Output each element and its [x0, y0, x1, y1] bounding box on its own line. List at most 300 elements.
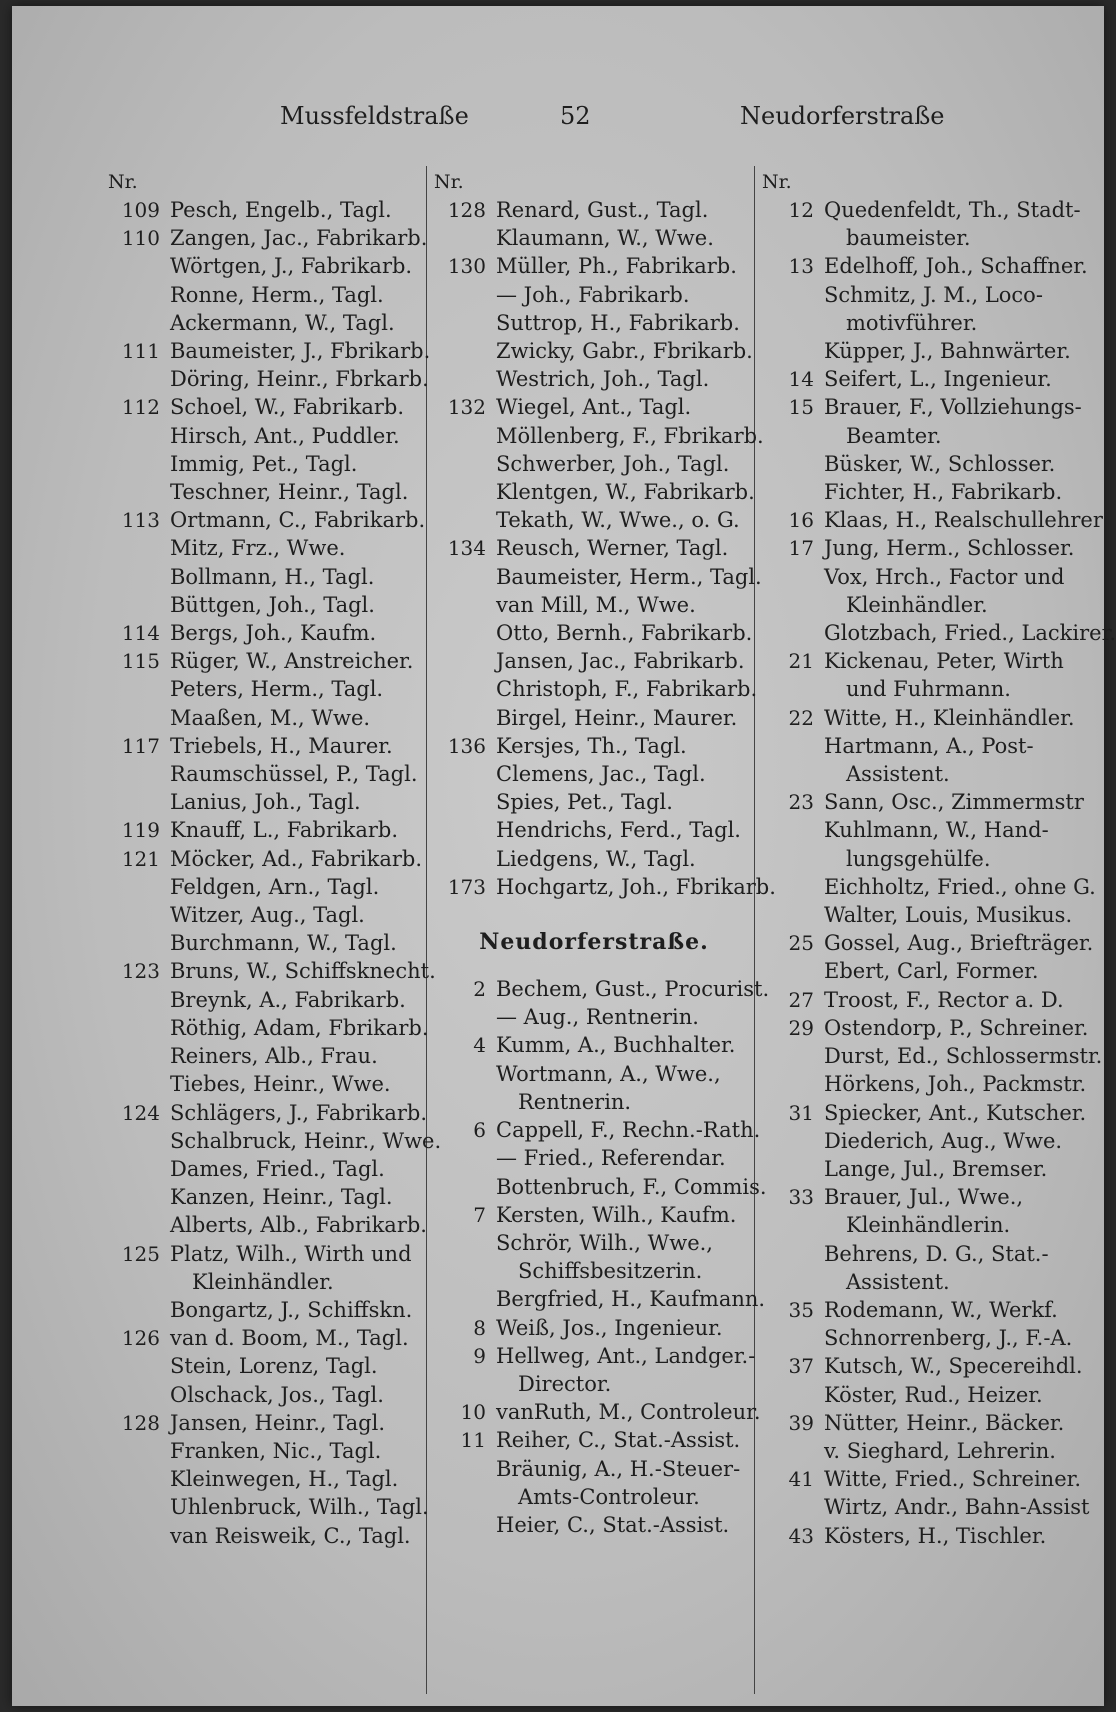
house-number: 31 — [788, 1100, 814, 1125]
directory-entry — [434, 196, 754, 224]
directory-entry — [762, 365, 1092, 393]
header-right-street: Neudorferstraße — [740, 102, 945, 130]
directory-entry — [108, 845, 438, 873]
directory-entry — [434, 1426, 754, 1454]
directory-entry — [762, 1268, 1092, 1296]
directory-entry — [762, 422, 1092, 450]
directory-entry — [434, 816, 754, 844]
house-number: 23 — [788, 790, 814, 815]
directory-page — [12, 6, 1116, 1706]
resident-text: Ostendorp, P., Schreiner. — [824, 1015, 1089, 1040]
house-number: 126 — [121, 1326, 160, 1351]
directory-entry — [434, 873, 776, 901]
directory-entry — [108, 901, 438, 929]
resident-text: Behrens, D. G., Stat.- — [824, 1241, 1049, 1266]
resident-text: Alberts, Alb., Fabrikarb. — [170, 1213, 427, 1238]
directory-entry — [434, 1342, 754, 1370]
resident-text: Möllenberg, F., Fbrikarb. — [496, 423, 764, 448]
house-number: 113 — [121, 508, 160, 533]
nr-heading: Nr. — [434, 171, 464, 193]
resident-text: Kleinhändlerin. — [846, 1213, 1011, 1238]
resident-text: Reusch, Werner, Tagl. — [496, 536, 729, 561]
resident-text: Röthig, Adam, Fbrikarb. — [170, 1015, 429, 1040]
resident-text: Burchmann, W., Tagl. — [170, 931, 397, 956]
resident-text: Döring, Heinr., Fbrkarb. — [170, 367, 429, 392]
directory-entry — [434, 788, 754, 816]
resident-text: Quedenfeldt, Th., Stadt- — [824, 198, 1081, 222]
resident-text: Schiffsbesitzerin. — [518, 1259, 703, 1284]
house-number: 25 — [788, 931, 814, 956]
house-number: 21 — [788, 649, 814, 674]
directory-entry — [434, 337, 754, 365]
directory-entry — [108, 986, 438, 1014]
resident-text: Kleinhändler. — [846, 592, 988, 617]
house-number: 16 — [788, 508, 814, 533]
directory-entry — [108, 1381, 438, 1409]
directory-entry — [434, 422, 764, 450]
directory-entry — [762, 534, 1092, 562]
directory-entry — [434, 1088, 754, 1116]
directory-entry — [108, 1042, 438, 1070]
house-number: 173 — [447, 874, 486, 899]
house-number: 10 — [460, 1400, 486, 1425]
resident-text: — Joh., Fabrikarb. — [496, 282, 690, 307]
directory-entry — [434, 1060, 754, 1088]
house-number: 115 — [121, 649, 160, 674]
directory-entry — [108, 1014, 438, 1042]
house-number: 109 — [121, 198, 160, 222]
house-number: 12 — [788, 198, 814, 222]
directory-entry — [108, 506, 438, 534]
resident-text: Schwerber, Joh., Tagl. — [496, 451, 730, 476]
house-number: 14 — [788, 367, 814, 392]
house-number: 11 — [460, 1428, 486, 1453]
resident-text: — Aug., Rentnerin. — [496, 1005, 699, 1030]
directory-entry — [762, 1099, 1092, 1127]
directory-entry — [434, 478, 754, 506]
resident-text: Zwicky, Gabr., Fbrikarb. — [496, 339, 753, 364]
resident-text: Kutsch, W., Specereihdl. — [824, 1354, 1083, 1379]
directory-entry — [434, 1398, 761, 1426]
resident-text: Hartmann, A., Post- — [824, 733, 1034, 758]
house-number: 134 — [447, 536, 486, 561]
resident-text: Platz, Wilh., Wirth und — [170, 1241, 412, 1266]
resident-text: Ackermann, W., Tagl. — [170, 310, 395, 335]
house-number: 128 — [121, 1410, 160, 1435]
directory-entry — [762, 252, 1092, 280]
resident-text: Olschack, Jos., Tagl. — [170, 1382, 384, 1407]
directory-entry — [108, 224, 438, 252]
directory-entry — [762, 591, 1092, 619]
resident-text: Wörtgen, J., Fabrikarb. — [170, 254, 413, 279]
directory-entry — [762, 788, 1092, 816]
directory-entry — [762, 281, 1092, 309]
resident-text: Hochgartz, Joh., Fbrikarb. — [496, 874, 776, 899]
resident-text: Fichter, H., Fabrikarb. — [824, 480, 1063, 505]
directory-entry — [762, 450, 1092, 478]
directory-entry — [762, 1183, 1092, 1211]
resident-text: Bechem, Gust., Procurist. — [496, 977, 770, 1002]
resident-text: Triebels, H., Maurer. — [170, 733, 393, 758]
directory-entry — [108, 281, 438, 309]
directory-entry — [762, 873, 1096, 901]
directory-entry — [434, 647, 754, 675]
directory-entry — [108, 337, 438, 365]
directory-entry — [108, 1352, 438, 1380]
directory-entry — [108, 1522, 438, 1550]
directory-entry — [762, 1409, 1092, 1437]
resident-text: — Fried., Referendar. — [496, 1146, 726, 1171]
resident-text: Klaas, H., Realschullehrer — [824, 508, 1103, 533]
directory-entry — [762, 1437, 1092, 1465]
resident-text: Breynk, A., Fabrikarb. — [170, 987, 406, 1012]
resident-text: Glotzbach, Fried., Lackirer. — [824, 621, 1116, 646]
house-number: 15 — [788, 395, 814, 420]
directory-entry — [108, 929, 438, 957]
directory-entry — [108, 1240, 438, 1268]
house-number: 121 — [121, 846, 160, 871]
resident-text: Schmitz, J. M., Loco- — [824, 282, 1043, 307]
directory-entry — [762, 732, 1092, 760]
directory-entry — [434, 393, 754, 421]
resident-text: Bongartz, J., Schiffskn. — [170, 1297, 413, 1322]
resident-text: Jung, Herm., Schlosser. — [824, 536, 1075, 561]
house-number: 2 — [473, 977, 486, 1002]
resident-text: Clemens, Jac., Tagl. — [496, 762, 706, 787]
resident-text: van Reisweik, C., Tagl. — [170, 1523, 411, 1548]
page-number: 52 — [560, 102, 591, 130]
resident-text: Bergfried, H., Kaufmann. — [496, 1287, 766, 1312]
resident-text: Spiecker, Ant., Kutscher. — [824, 1100, 1087, 1125]
resident-text: Ebert, Carl, Former. — [824, 959, 1039, 984]
directory-entry — [434, 675, 758, 703]
directory-entry — [762, 929, 1092, 957]
resident-text: Müller, Ph., Fabrikarb. — [496, 254, 737, 279]
directory-entry — [434, 506, 754, 534]
nr-heading: Nr. — [108, 171, 138, 193]
directory-entry — [108, 450, 438, 478]
resident-text: Eichholtz, Fried., ohne G. — [824, 874, 1096, 899]
resident-text: Weiß, Jos., Ingenieur. — [496, 1315, 723, 1340]
house-number: 4 — [473, 1033, 486, 1058]
directory-entry — [762, 901, 1092, 929]
directory-entry — [434, 1511, 754, 1539]
directory-entry — [434, 591, 754, 619]
resident-text: Bräunig, A., H.-Steuer- — [496, 1456, 741, 1481]
resident-text: van d. Boom, M., Tagl. — [170, 1326, 409, 1351]
resident-text: Schrör, Wilh., Wwe., — [496, 1230, 713, 1255]
resident-text: Hellweg, Ant., Landger.- — [496, 1343, 756, 1368]
resident-text: lungsgehülfe. — [846, 846, 991, 871]
resident-text: Troost, F., Rector a. D. — [824, 987, 1064, 1012]
directory-entry — [434, 1229, 754, 1257]
resident-text: Diederich, Aug., Wwe. — [824, 1128, 1063, 1153]
resident-text: Gossel, Aug., Briefträger. — [824, 931, 1094, 956]
directory-entry — [762, 1493, 1092, 1521]
resident-text: Witte, H., Kleinhändler. — [824, 705, 1075, 730]
resident-text: Birgel, Heinr., Maurer. — [496, 705, 738, 730]
house-number: 111 — [121, 339, 160, 364]
directory-entry — [108, 591, 438, 619]
directory-entry — [108, 1409, 438, 1437]
page-header — [12, 102, 1104, 142]
nr-heading: Nr. — [762, 171, 792, 193]
resident-text: Heier, C., Stat.-Assist. — [496, 1512, 730, 1537]
resident-text: Baumeister, J., Fbrikarb. — [170, 339, 431, 364]
directory-entry — [434, 619, 754, 647]
column-divider — [754, 166, 755, 1694]
house-number: 114 — [121, 621, 160, 646]
resident-text: Beamter. — [846, 423, 942, 448]
house-number: 112 — [121, 395, 160, 420]
resident-text: v. Sieghard, Lehrerin. — [824, 1438, 1056, 1463]
directory-entry — [434, 450, 754, 478]
resident-text: Reiners, Alb., Frau. — [170, 1044, 378, 1069]
directory-entry — [434, 845, 754, 873]
section-title: Neudorferstraße. — [479, 929, 709, 956]
resident-text: Uhlenbruck, Wilh., Tagl. — [170, 1495, 429, 1520]
directory-entry — [434, 760, 754, 788]
resident-text: Director. — [518, 1371, 612, 1396]
directory-entry — [762, 224, 1092, 252]
resident-text: Maaßen, M., Wwe. — [170, 705, 371, 730]
directory-entry — [762, 1324, 1092, 1352]
resident-text: Mitz, Frz., Wwe. — [170, 536, 346, 561]
resident-text: Knauff, L., Fabrikarb. — [170, 818, 399, 843]
directory-entry — [108, 619, 438, 647]
resident-text: Hörkens, Joh., Packmstr. — [824, 1072, 1087, 1097]
resident-text: Teschner, Heinr., Tagl. — [170, 480, 409, 505]
column-1 — [108, 168, 442, 1550]
resident-text: Liedgens, W., Tagl. — [496, 846, 696, 871]
house-number: 132 — [447, 395, 486, 420]
directory-entry — [762, 309, 1092, 337]
column-2 — [434, 168, 776, 1539]
resident-text: Klaumann, W., Wwe. — [496, 226, 714, 251]
directory-entry — [762, 1070, 1092, 1098]
resident-text: Pesch, Engelb., Tagl. — [170, 198, 392, 222]
house-number: 17 — [788, 536, 814, 561]
resident-text: Kersten, Wilh., Kaufm. — [496, 1202, 737, 1227]
directory-entry — [108, 1183, 438, 1211]
house-number: 6 — [473, 1118, 486, 1143]
resident-text: Zangen, Jac., Fabrikarb. — [170, 226, 428, 251]
directory-entry — [434, 1144, 754, 1172]
resident-text: Wirtz, Andr., Bahn-Assist — [824, 1495, 1090, 1520]
resident-text: Kuhlmann, W., Hand- — [824, 818, 1049, 843]
house-number: 39 — [788, 1410, 814, 1435]
directory-entry — [762, 1211, 1092, 1239]
directory-entry — [434, 281, 754, 309]
resident-text: Westrich, Joh., Tagl. — [496, 367, 710, 392]
directory-entry — [108, 196, 438, 224]
resident-text: Bottenbruch, F., Commis. — [496, 1174, 767, 1199]
house-number: 7 — [473, 1202, 486, 1227]
resident-text: Suttrop, H., Fabrikarb. — [496, 310, 740, 335]
resident-text: Assistent. — [846, 762, 950, 787]
directory-entry — [108, 563, 438, 591]
directory-entry — [108, 1465, 438, 1493]
resident-text: Küpper, J., Bahnwärter. — [824, 339, 1071, 364]
directory-entry — [108, 1493, 438, 1521]
directory-entry — [108, 647, 438, 675]
house-number: 43 — [788, 1523, 814, 1548]
resident-text: Schnorrenberg, J., F.-A. — [824, 1326, 1073, 1351]
directory-entry — [762, 1296, 1092, 1324]
resident-text: baumeister. — [846, 226, 971, 251]
directory-entry — [108, 873, 438, 901]
house-number: 9 — [473, 1343, 486, 1368]
directory-entry — [108, 1099, 438, 1127]
resident-text: Seifert, L., Ingenieur. — [824, 367, 1052, 392]
directory-entry — [108, 1155, 438, 1183]
resident-text: Rentnerin. — [518, 1089, 632, 1114]
house-number: 130 — [447, 254, 486, 279]
resident-text: Ronne, Herm., Tagl. — [170, 282, 384, 307]
resident-text: Büsker, W., Schlosser. — [824, 451, 1056, 476]
directory-entry — [762, 1127, 1092, 1155]
house-number: 8 — [473, 1315, 486, 1340]
resident-text: Ortmann, C., Fabrikarb. — [170, 508, 426, 533]
resident-text: Walter, Louis, Musikus. — [824, 903, 1073, 928]
directory-entry — [108, 1324, 438, 1352]
resident-text: Durst, Ed., Schlossermstr. — [824, 1044, 1103, 1069]
resident-text: Bollmann, H., Tagl. — [170, 564, 375, 589]
resident-text: Rüger, W., Anstreicher. — [170, 649, 414, 674]
resident-text: Wiegel, Ant., Tagl. — [496, 395, 692, 420]
resident-text: Schoel, W., Fabrikarb. — [170, 395, 405, 420]
directory-entry — [434, 224, 754, 252]
directory-entry — [762, 196, 1092, 224]
directory-entry — [434, 1370, 754, 1398]
directory-entry — [762, 563, 1092, 591]
directory-entry — [108, 1127, 442, 1155]
directory-entry — [108, 365, 438, 393]
directory-entry — [108, 675, 438, 703]
resident-text: Jansen, Heinr., Tagl. — [170, 1410, 386, 1435]
directory-entry — [108, 704, 438, 732]
resident-text: Assistent. — [846, 1269, 950, 1294]
directory-entry — [762, 986, 1092, 1014]
resident-text: Vox, Hrch., Factor und — [824, 564, 1065, 589]
resident-text: Hendrichs, Ferd., Tagl. — [496, 818, 741, 843]
directory-entry — [434, 1031, 754, 1059]
house-number: 119 — [121, 818, 160, 843]
directory-entry — [762, 675, 1092, 703]
house-number: 123 — [121, 959, 160, 984]
directory-entry — [108, 534, 438, 562]
directory-entry — [762, 957, 1092, 985]
directory-entry — [762, 619, 1116, 647]
directory-entry — [434, 252, 754, 280]
house-number: 117 — [121, 733, 160, 758]
directory-entry — [762, 1155, 1092, 1183]
resident-text: Kersjes, Th., Tagl. — [496, 733, 687, 758]
house-number: 37 — [788, 1354, 814, 1379]
resident-text: Büttgen, Joh., Tagl. — [170, 592, 375, 617]
resident-text: Kumm, A., Buchhalter. — [496, 1033, 736, 1058]
resident-text: Bruns, W., Schiffsknecht. — [170, 959, 436, 984]
directory-entry — [762, 478, 1092, 506]
directory-entry — [762, 647, 1092, 675]
resident-text: Bergs, Joh., Kaufm. — [170, 621, 377, 646]
resident-text: Hirsch, Ant., Puddler. — [170, 423, 400, 448]
resident-text: Witzer, Aug., Tagl. — [170, 903, 365, 928]
directory-entry — [762, 506, 1103, 534]
resident-text: Möcker, Ad., Fabrikarb. — [170, 846, 423, 871]
directory-entry — [762, 1522, 1092, 1550]
resident-text: van Mill, M., Wwe. — [496, 592, 696, 617]
directory-entry — [434, 534, 754, 562]
resident-text: Franken, Nic., Tagl. — [170, 1438, 382, 1463]
directory-entry — [108, 1211, 438, 1239]
resident-text: und Fuhrmann. — [846, 677, 1011, 702]
column-3 — [762, 168, 1116, 1550]
directory-entry — [434, 975, 770, 1003]
directory-entry — [108, 1268, 438, 1296]
house-number: 128 — [447, 198, 486, 222]
house-number: 22 — [788, 705, 814, 730]
directory-entry — [108, 393, 438, 421]
resident-text: Kanzen, Heinr., Tagl. — [170, 1185, 393, 1210]
resident-text: Immig, Pet., Tagl. — [170, 451, 358, 476]
directory-entry — [434, 1455, 754, 1483]
resident-text: Otto, Bernh., Fabrikarb. — [496, 621, 753, 646]
directory-entry — [108, 478, 438, 506]
directory-entry — [762, 760, 1092, 788]
directory-entry — [108, 816, 438, 844]
resident-text: Christoph, F., Fabrikarb. — [496, 677, 758, 702]
resident-text: Feldgen, Arn., Tagl. — [170, 874, 380, 899]
directory-entry — [434, 1173, 767, 1201]
directory-entry — [434, 704, 754, 732]
directory-entry — [762, 393, 1092, 421]
directory-entry — [762, 1381, 1092, 1409]
directory-entry — [762, 1465, 1092, 1493]
resident-text: Reiher, C., Stat.-Assist. — [496, 1428, 741, 1453]
resident-text: Schlägers, J., Fabrikarb. — [170, 1100, 428, 1125]
resident-text: Köster, Rud., Heizer. — [824, 1382, 1043, 1407]
directory-entry — [762, 1014, 1092, 1042]
resident-text: Lange, Jul., Bremser. — [824, 1156, 1048, 1181]
directory-entry — [434, 1314, 754, 1342]
directory-entry — [108, 788, 438, 816]
house-number: 35 — [788, 1297, 814, 1322]
directory-entry — [434, 563, 762, 591]
house-number: 33 — [788, 1185, 814, 1210]
house-number: 125 — [121, 1241, 160, 1266]
directory-entry — [434, 309, 754, 337]
directory-entry — [108, 422, 438, 450]
resident-text: Renard, Gust., Tagl. — [496, 198, 709, 222]
resident-text: Edelhoff, Joh., Schaffner. — [824, 254, 1088, 279]
resident-text: Schalbruck, Heinr., Wwe. — [170, 1128, 442, 1153]
resident-text: Kickenau, Peter, Wirth — [824, 649, 1064, 674]
header-left-street: Mussfeldstraße — [280, 102, 469, 130]
resident-text: Jansen, Jac., Fabrikarb. — [496, 649, 745, 674]
directory-entry — [762, 1042, 1103, 1070]
directory-entry — [762, 337, 1092, 365]
directory-entry — [434, 1483, 754, 1511]
resident-text: Kleinwegen, H., Tagl. — [170, 1467, 399, 1492]
resident-text: Amts-Controleur. — [518, 1484, 700, 1509]
directory-entry — [434, 1285, 766, 1313]
directory-entry — [762, 704, 1092, 732]
directory-entry — [108, 1296, 438, 1324]
directory-entry — [108, 957, 438, 985]
resident-text: Kösters, H., Tischler. — [824, 1523, 1047, 1548]
directory-entry — [108, 1437, 438, 1465]
